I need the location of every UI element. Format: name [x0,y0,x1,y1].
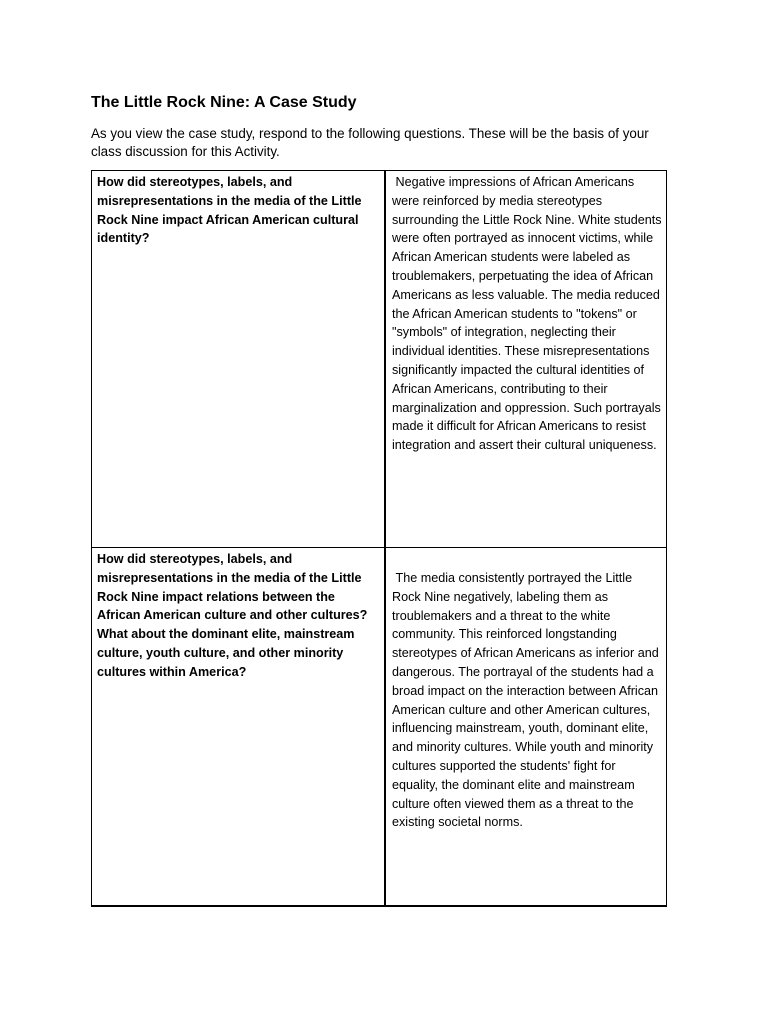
answer-text: Negative impressions of African Americans were reinforced by media stereotypes surrounding the Little Rock Nine. White students were often portrayed as innocent victims, while African American students were labeled as troublemakers, perpetuating the idea of African Americans as less valuable. The media reduced the African American students to "tokens" or "symbols" of integration, neglecting their individual identities. These misrepresentations significantly impacted the cultural identities of African Americans, contributing to their marginalization and oppression. Such portrayals made it difficult for African Americans to resist integration and assert their cultural uniqueness. [392,175,666,453]
table-row [92,171,667,548]
table-row [92,548,667,907]
case-study-table [91,170,667,907]
answer-text: The media consistently portrayed the Little Rock Nine negatively, labeling them as troublemakers and a threat to the white community. This reinforced longstanding stereotypes of African Americans as inferior and dangerous. The portrayal of the students had a broad impact on the interaction between African American culture and other American cultures, influencing mainstream, youth, dominant elite, and minority cultures. While youth and minority cultures supported the students' fight for equality, the dominant elite and mainstream culture often viewed them as a threat to the existing societal norms. [392,571,663,830]
question-text: How did stereotypes, labels, and misrepresentations in the media of the Little Rock Nine impact relations between the African American culture and other cultures? What about the dominant elite, mainstream culture, youth culture, and other minority cultures within America? [97,552,368,679]
question-text: How did stereotypes, labels, and misrepresentations in the media of the Little Rock Nine impact African American cultural identity? [97,175,362,246]
question-cell [92,171,386,548]
answer-cell [385,171,667,548]
intro-paragraph: As you view the case study, respond to the following questions. These will be the basis of your class discussion for this Activity. [91,126,649,159]
answer-cell [385,548,667,907]
document-title: The Little Rock Nine: A Case Study [91,94,357,111]
question-cell [92,548,386,907]
